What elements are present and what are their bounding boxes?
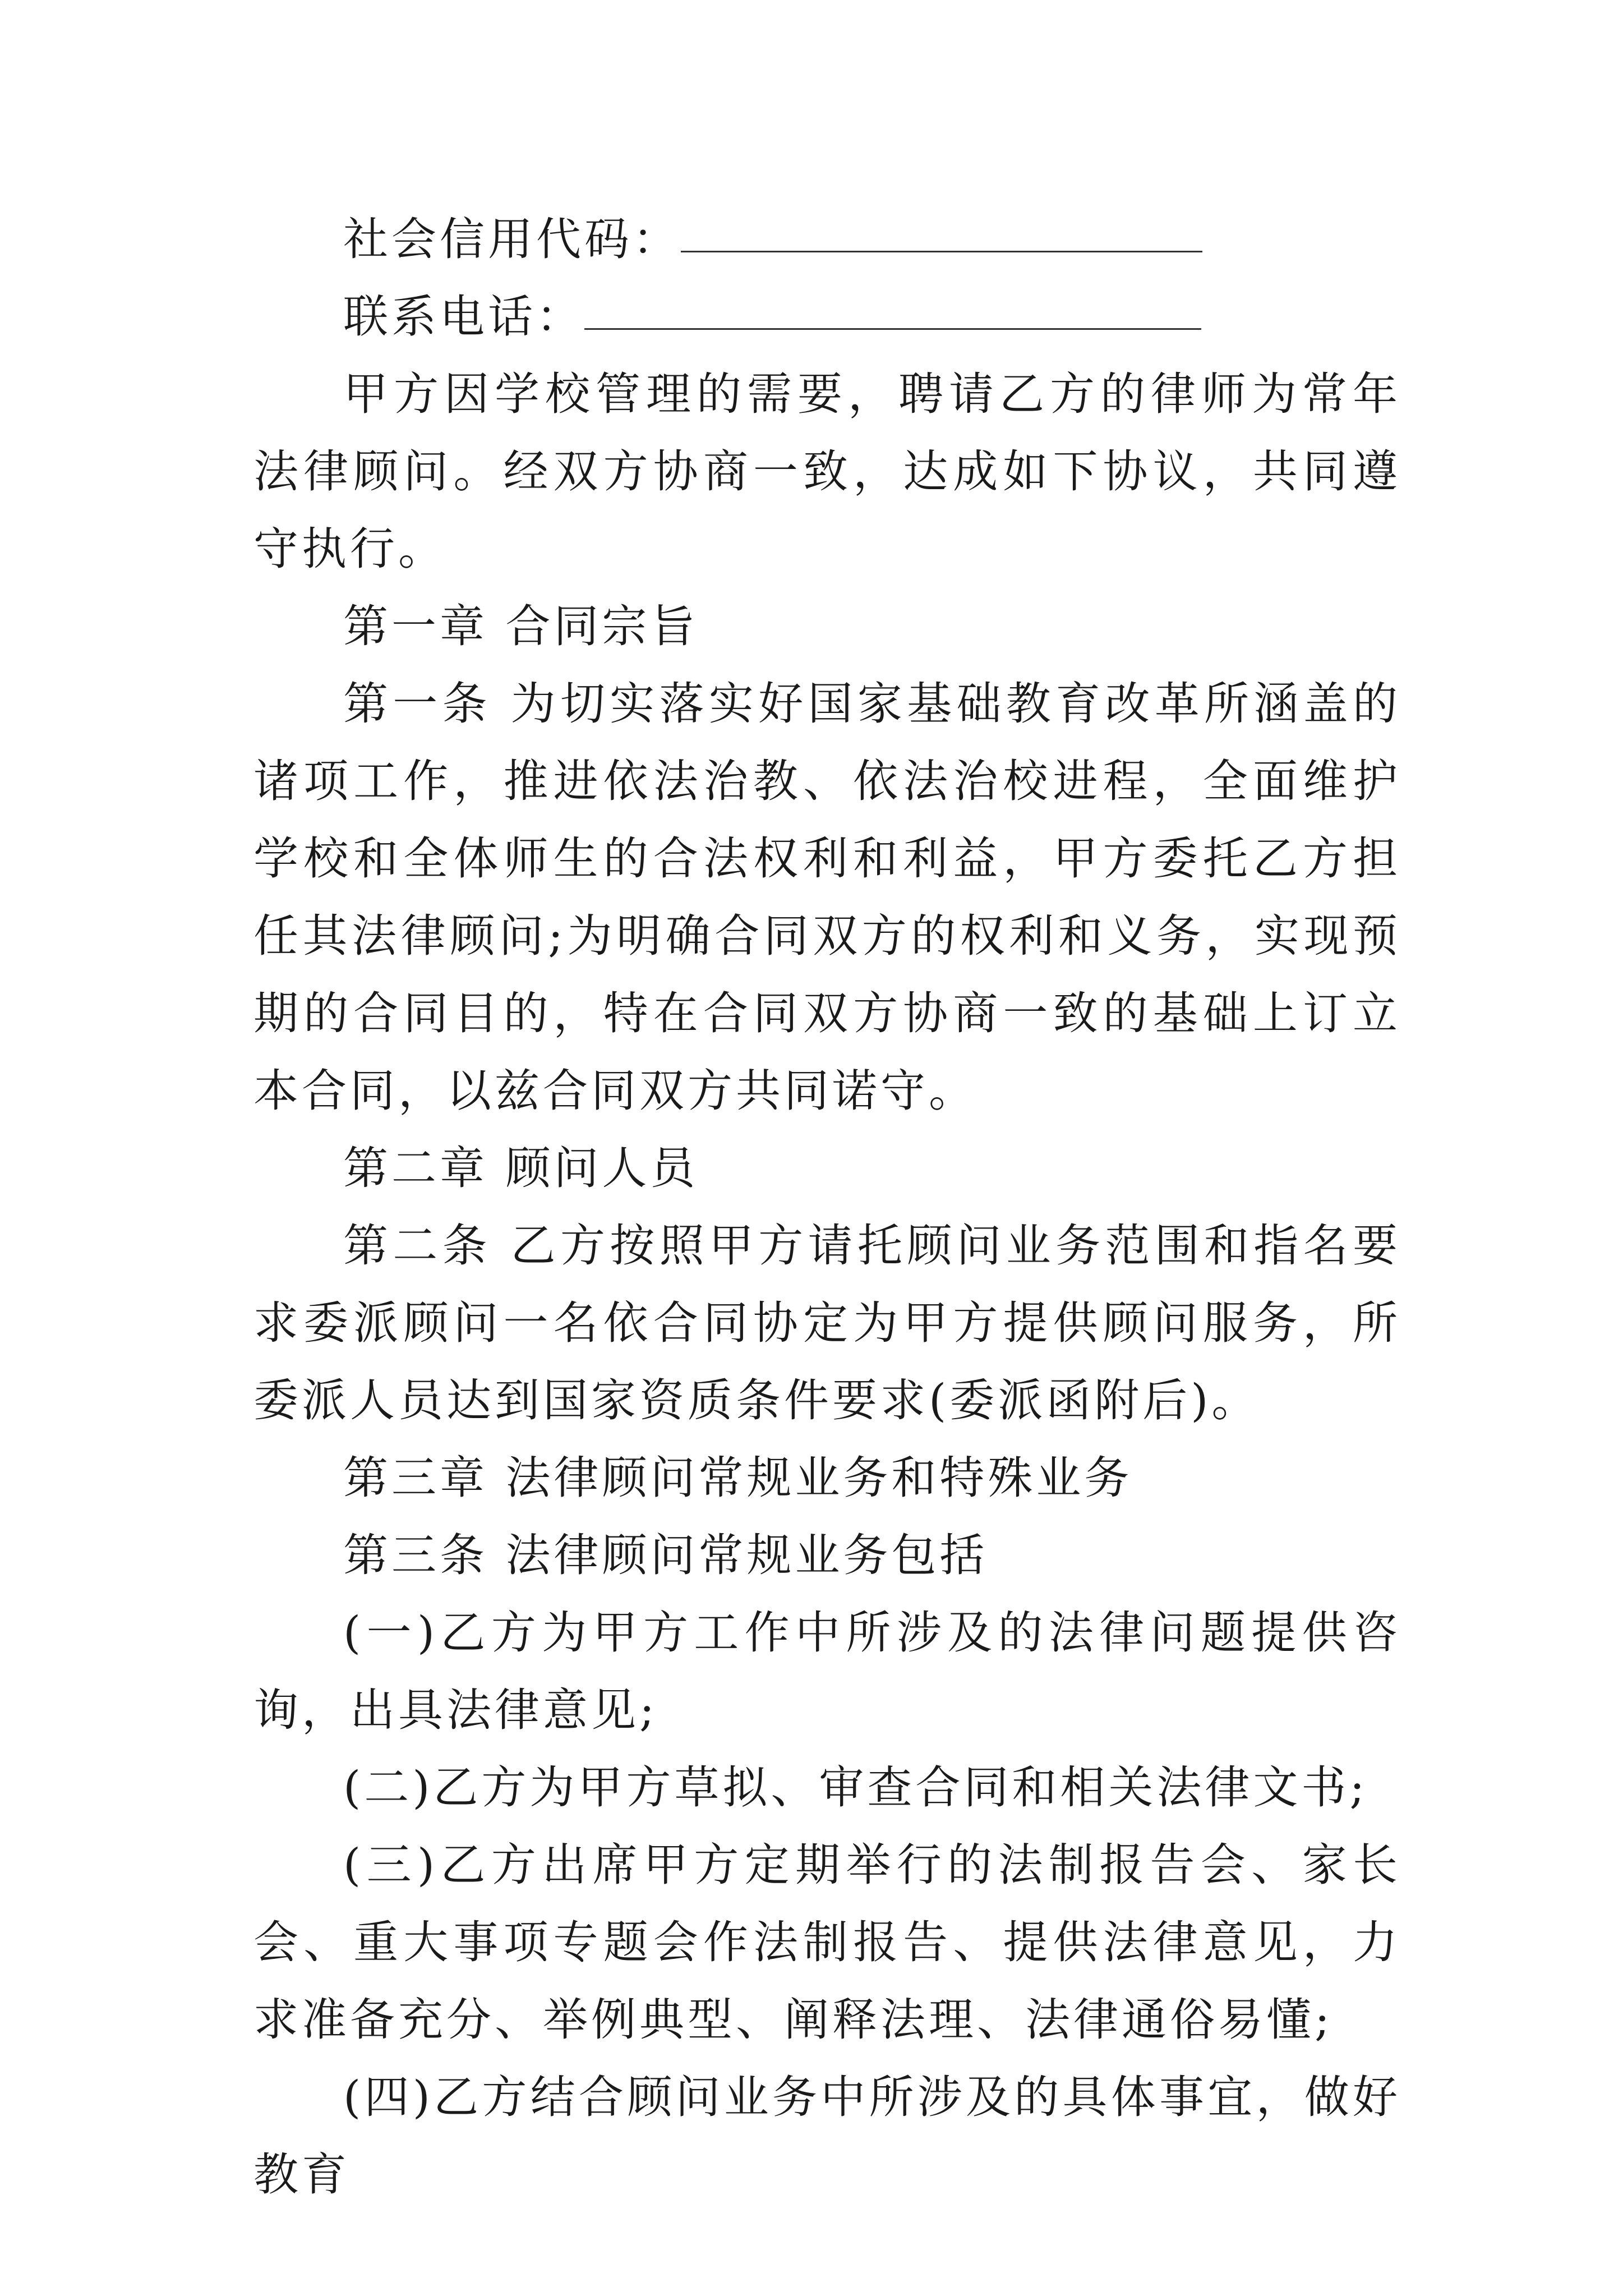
article-3-item-1: (一)乙方为甲方工作中所涉及的法律问题提供咨询，出具法律意见;: [253, 1607, 1401, 1736]
contract-body: [253, 201, 1401, 2214]
article-3-item-2: (二)乙方为甲方草拟、审查合同和相关法律文书;: [343, 1761, 1368, 1814]
chapter-3-title: 第三章 法律顾问常规业务和特殊业务: [343, 1452, 1133, 1504]
article-3-title: 第三条 法律顾问常规业务包括: [343, 1529, 988, 1581]
intro-paragraph: 甲方因学校管理的需要，聘请乙方的律师为常年法律顾问。经双方协商一致，达成如下协议，共同遵守执行。: [253, 368, 1401, 575]
article-1: 第一条 为切实落实好国家基础教育改革所涵盖的诸项工作，推进依法治教、依法治校进程，全面维护学校和全体师生的合法权利和利益，甲方委托乙方担任其法律顾问;为明确合同双方的权利和义务，实现预期的合同目的，特在合同双方协商一致的基础上订立本合同，以兹合同双方共同诺守。: [253, 678, 1401, 1117]
article-2: 第二条 乙方按照甲方请托顾问业务范围和指名要求委派顾问一名依合同协定为甲方提供顾问服务，所委派人员达到国家资质条件要求(委派函附后)。: [253, 1220, 1401, 1427]
chapter-2-title: 第二章 顾问人员: [343, 1142, 699, 1194]
phone-label: 联系电话：: [343, 291, 584, 343]
credit-code-blank: [681, 206, 1202, 252]
phone-field: [253, 278, 1401, 356]
credit-code-label: 社会信用代码：: [343, 213, 681, 265]
article-3-item-3: (三)乙方出席甲方定期举行的法制报告会、家长会、重大事项专题会作法制报告、提供法律意见，力求准备充分、举例典型、阐释法理、法律通俗易懂;: [253, 1839, 1401, 2046]
phone-blank: [584, 283, 1201, 330]
article-3-item-4: (四)乙方结合顾问业务中所涉及的具体事宜，做好教育: [253, 2071, 1401, 2201]
credit-code-field: [253, 201, 1401, 278]
chapter-1-title: 第一章 合同宗旨: [343, 600, 699, 652]
